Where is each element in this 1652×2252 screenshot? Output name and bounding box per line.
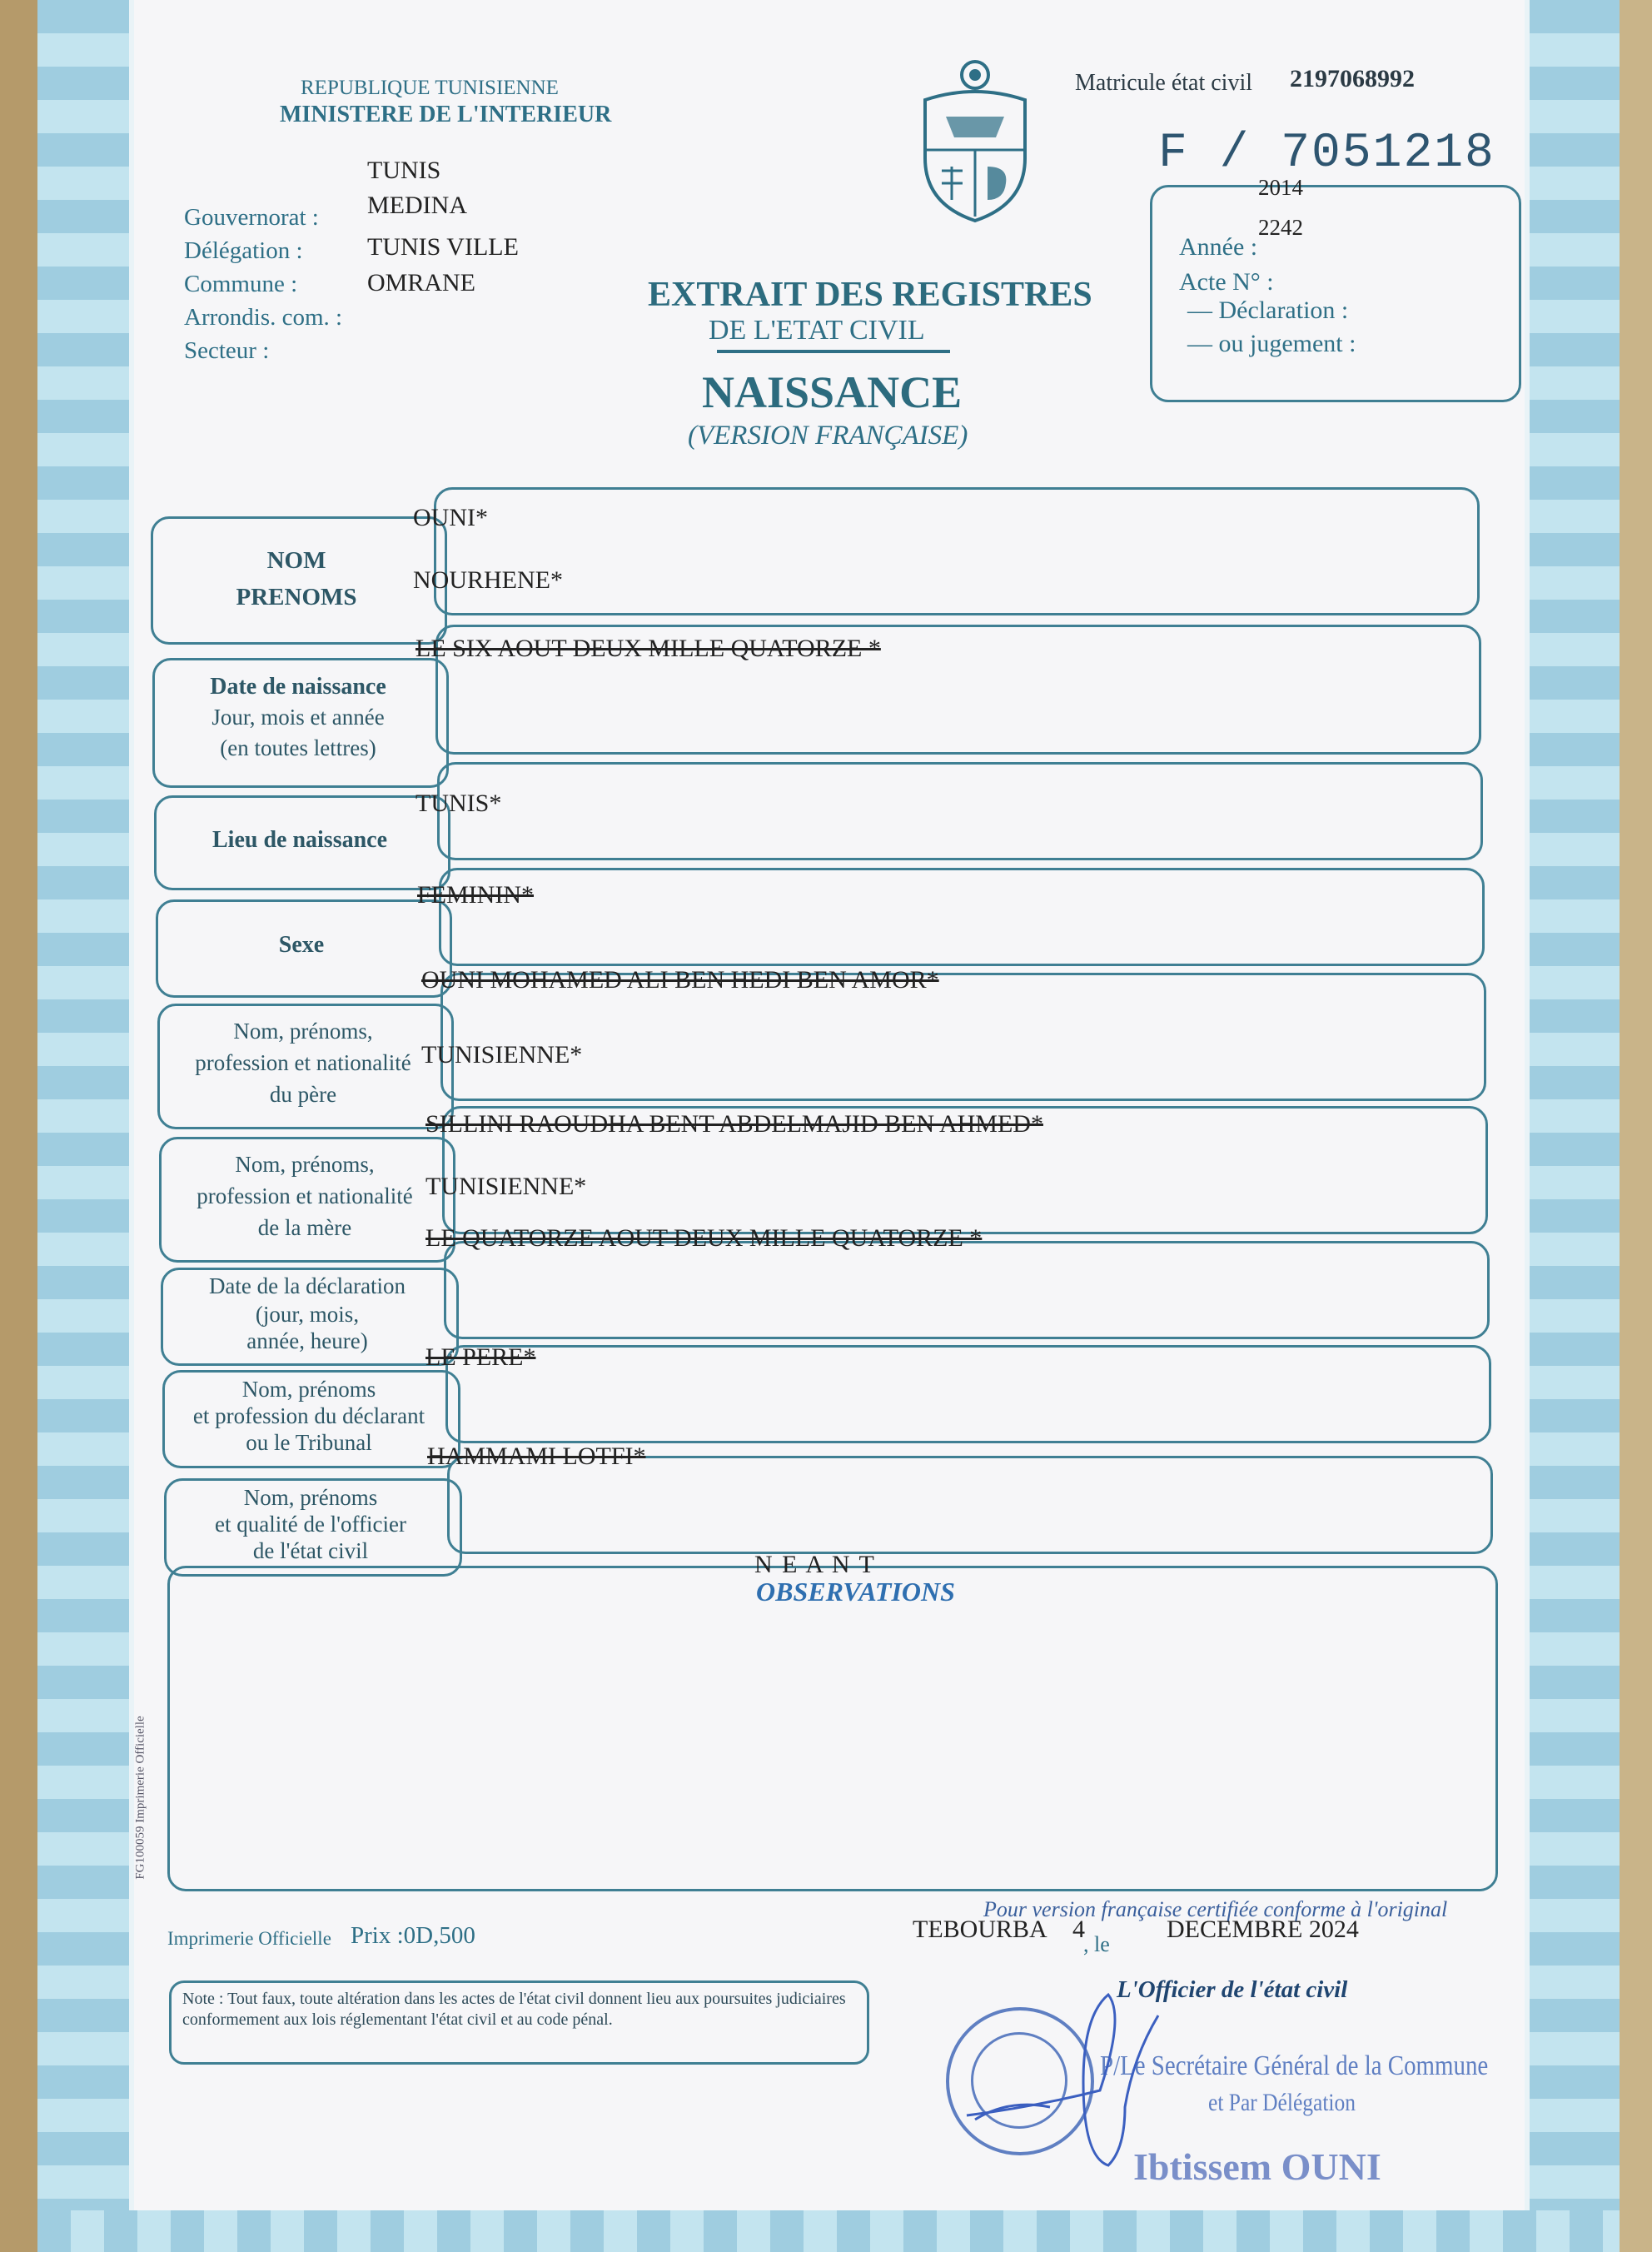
officier-label-line3: de l'état civil (252, 1538, 369, 1563)
decorative-border-left (37, 0, 129, 2252)
imprimerie-text: Imprimerie Officielle (167, 1928, 331, 1949)
delegation-line1: P/Le Secrétaire Général de la Commune (1100, 2050, 1489, 2081)
sexe-value: FEMININ* (417, 881, 534, 909)
prenoms-label: PRENOMS (236, 584, 357, 610)
declaration-label-line2: (jour, mois, (255, 1302, 360, 1327)
pere-name-value: OUNI MOHAMED ALI BEN HEDI BEN AMOR* (421, 966, 939, 994)
delegation-label: Délégation : (184, 237, 303, 264)
declarant-label-line2: et profession du déclarant (192, 1403, 425, 1428)
date-naissance-sublabel: Jour, mois et année (211, 705, 385, 730)
certification-text: Pour version française certifiée conforme à l'original (983, 1897, 1448, 1921)
declaration-label-line3: année, heure) (246, 1328, 368, 1353)
lieu-label: Lieu de naissance (211, 827, 388, 853)
month-year-value: DECEMBRE 2024 (1167, 1916, 1359, 1943)
annee-value: 2014 (1258, 175, 1303, 200)
certificate-sheet (37, 0, 1620, 2252)
officier-value: HAMMAMI LOTFI* (427, 1442, 646, 1470)
arrondis-value: OMRANE (367, 269, 476, 296)
ministry-text: MINISTERE DE L'INTERIEUR (280, 102, 612, 127)
declarant-value: LE PERE* (425, 1343, 536, 1371)
signatory-name: Ibtissem OUNI (1133, 2145, 1381, 2188)
title-line2: DE L'ETAT CIVIL (709, 315, 925, 346)
mere-nationality-value: TUNISIENNE* (425, 1173, 587, 1200)
commune-label: Commune : (184, 271, 298, 297)
sexe-label: Sexe (278, 932, 325, 958)
observations-box (167, 1566, 1498, 1891)
mere-label-line2: profession et nationalité (197, 1183, 413, 1208)
declaration-option: — Déclaration : (1187, 296, 1349, 324)
mere-label-line3: de la mère (257, 1215, 352, 1240)
matricule-label: Matricule état civil (1075, 70, 1253, 96)
declarant-label-line1: Nom, prénoms (241, 1377, 376, 1402)
serial-number: F / 7051218 (1158, 127, 1495, 181)
arrondis-label: Arrondis. com. : (184, 304, 343, 331)
acte-label: Acte N° : (1179, 268, 1274, 296)
jugement-option: — ou jugement : (1187, 330, 1356, 357)
secteur-label: Secteur : (184, 337, 270, 364)
version-text: (VERSION FRANÇAISE) (688, 421, 968, 451)
title-line1: EXTRAIT DES REGISTRES (648, 276, 1092, 314)
decorative-border-right (1520, 0, 1620, 2252)
declarant-label-line3: ou le Tribunal (246, 1430, 372, 1455)
nom-value-box (434, 487, 1480, 615)
officier-label-line1: Nom, prénoms (243, 1485, 378, 1510)
pere-label-line2: profession et nationalité (195, 1050, 411, 1075)
pere-label-line1: Nom, prénoms, (233, 1019, 373, 1044)
republic-text: REPUBLIQUE TUNISIENNE (301, 77, 559, 99)
decorative-border-bottom (37, 2210, 1620, 2252)
pere-label-line3: du père (269, 1082, 337, 1107)
side-print: FG100059 Imprimerie Officielle (133, 1716, 147, 1880)
day-value: 4 (1072, 1916, 1085, 1943)
pere-nationality-value: TUNISIENNE* (421, 1041, 583, 1069)
date-naissance-value: LE SIX AOUT DEUX MILLE QUATORZE * (415, 635, 881, 662)
observations-value: N E A N T (754, 1551, 876, 1578)
city-value: TEBOURBA (913, 1916, 1047, 1943)
date-naissance-label: Date de naissance (210, 674, 386, 700)
gouvernorat-label: Gouvernorat : (184, 204, 319, 231)
prenoms-value: NOURHENE* (413, 566, 563, 594)
gouvernorat-value: TUNIS (367, 157, 441, 184)
declarant-value-box (445, 1345, 1491, 1443)
commune-value: TUNIS VILLE (367, 233, 519, 261)
annee-label: Année : (1179, 233, 1258, 261)
sexe-value-box (439, 868, 1485, 966)
nom-label: NOM (266, 547, 326, 574)
date-naissance-hint: (en toutes lettres) (220, 735, 376, 760)
acte-value: 2242 (1258, 215, 1303, 240)
declaration-value-box (444, 1241, 1490, 1339)
officer-title: L'Officier de l'état civil (1117, 1976, 1348, 2003)
coat-of-arms-icon (913, 58, 1037, 225)
mere-label-line1: Nom, prénoms, (235, 1152, 375, 1177)
document-body (129, 0, 1530, 2210)
title-divider (717, 350, 950, 353)
delegation-value: MEDINA (367, 192, 467, 219)
nom-value: OUNI* (413, 504, 488, 531)
officier-label-line2: et qualité de l'officier (214, 1512, 406, 1537)
delegation-line2: et Par Délégation (1208, 2089, 1356, 2116)
observations-label: OBSERVATIONS (756, 1577, 955, 1607)
declaration-label-line1: Date de la déclaration (208, 1273, 406, 1298)
document-type: NAISSANCE (702, 367, 963, 417)
declaration-value: LE QUATORZE AOUT DEUX MILLE QUATORZE * (425, 1224, 983, 1252)
le-text: , le (1083, 1932, 1110, 1956)
nom-label-box (151, 516, 447, 645)
handwritten-signature-icon (958, 1982, 1175, 2174)
mere-name-value: SILLINI RAOUDHA BENT ABDELMAJID BEN AHMED* (425, 1110, 1043, 1138)
matricule-value: 2197068992 (1290, 65, 1415, 92)
legal-note: Note : Tout faux, toute altération dans les actes de l'état civil donnent lieu aux poursuites judiciaires conformement aux lois réglementant l'état civil et au code pénal. (182, 1990, 846, 2029)
lieu-value: TUNIS* (415, 790, 502, 817)
lieu-value-box (437, 762, 1483, 860)
prix-text: Prix :0D,500 (351, 1922, 475, 1949)
